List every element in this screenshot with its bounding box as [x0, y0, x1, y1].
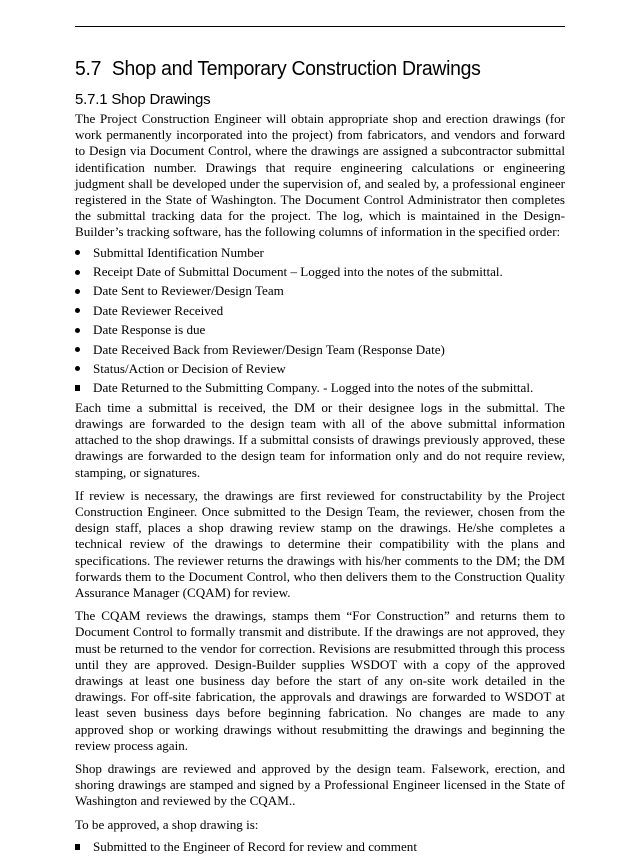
- bullet-dot-icon: [75, 342, 87, 358]
- list-item: Date Received Back from Reviewer/Design Team (Response Date): [75, 342, 565, 358]
- page-content: [75, 56, 565, 858]
- header-rule: [75, 26, 565, 27]
- paragraph-approval: Shop drawings are reviewed and approved by the design team. Falsework, erection, and shoring drawings are stamped and signed by a Professional Engineer licensed in the State of Washington and reviewed by the CQAM..: [75, 761, 565, 809]
- log-columns-list: [75, 245, 565, 397]
- list-item: Status/Action or Decision of Review: [75, 361, 565, 377]
- bullet-dot-icon: [75, 322, 87, 338]
- list-item: Date Reviewer Received: [75, 303, 565, 319]
- paragraph-approval-intro: To be approved, a shop drawing is:: [75, 816, 259, 832]
- approval-criteria-list: [75, 839, 565, 855]
- subsection-heading: 5.7.1 Shop Drawings: [75, 91, 211, 108]
- list-item: Date Returned to the Submitting Company. - Logged into the notes of the submittal.: [75, 380, 565, 396]
- bullet-square-icon: [75, 380, 87, 396]
- paragraph-submittal-received: Each time a submittal is received, the DM or their designee logs in the submittal. The drawings are forwarded to the design team with all of the above submittal information attached to the shop drawings. If a submittal consists of drawings previously approved, these drawings are forwarded to the design team for information only and do not require review, stamping, or signatures.: [75, 399, 565, 480]
- bullet-square-icon: [75, 839, 87, 855]
- section-heading: [75, 56, 550, 82]
- bullet-dot-icon: [75, 245, 87, 261]
- section-title: Shop and Temporary Construction Drawings: [111, 58, 481, 80]
- paragraph-review-process: If review is necessary, the drawings are first reviewed for constructability by the Project Construction Engineer. Once submitted to the Design Team, the reviewer, chosen from the design staff, places a shop drawing review stamp on the drawings. He/she completes a technical review of the drawings to determine their compatibility with the plans and specifications. The reviewer returns the drawings with his/her comments to the DM; the DM forwards them to the Document Control, who then delivers them to the Construction Quality Assurance Manager (CQAM) for review.: [75, 487, 565, 600]
- list-item: Receipt Date of Submittal Document – Logged into the notes of the submittal.: [75, 264, 565, 280]
- list-item: Submitted to the Engineer of Record for review and comment: [75, 839, 565, 855]
- list-item: Date Sent to Reviewer/Design Team: [75, 283, 565, 299]
- list-item: Date Response is due: [75, 322, 565, 338]
- bullet-dot-icon: [75, 303, 87, 319]
- bullet-dot-icon: [75, 361, 87, 377]
- bullet-dot-icon: [75, 283, 87, 299]
- section-number: 5.7: [75, 58, 102, 80]
- paragraph-cqam-review: The CQAM reviews the drawings, stamps them “For Construction” and returns them to Document Control to formally transmit and distribute. If the drawings are not approved, they must be returned to the vendor for correction. Revisions are resubmitted through this process until they are approved. Design-Builder supplies WSDOT with a copy of the approved drawings at least one business day before the start of any on-site work detailed in the drawings. For off-site fabrication, the approvals and drawings are forwarded to WSDOT at least seven business days before beginning fabrication. No changes are made to any approved shop or working drawings without resubmitting the drawings and beginning the review process again.: [75, 608, 565, 753]
- paragraph-intro: The Project Construction Engineer will obtain appropriate shop and erection drawings (for work permanently incorporated into the project) from fabricators, and vendors and forward to Design via Document Control, where the drawings are assigned a subcontractor submittal identification number. Drawings that require engineering calculations or engineering judgment shall be developed under the supervision of, and sealed by, a professional engineer registered in the State of Washington. The Document Control Administrator then completes the submittal tracking data for the project. The log, which is maintained in the Design-Builder’s tracking software, has the following columns of information in the specified order:: [75, 111, 565, 240]
- list-item: Submittal Identification Number: [75, 245, 565, 261]
- bullet-dot-icon: [75, 264, 87, 280]
